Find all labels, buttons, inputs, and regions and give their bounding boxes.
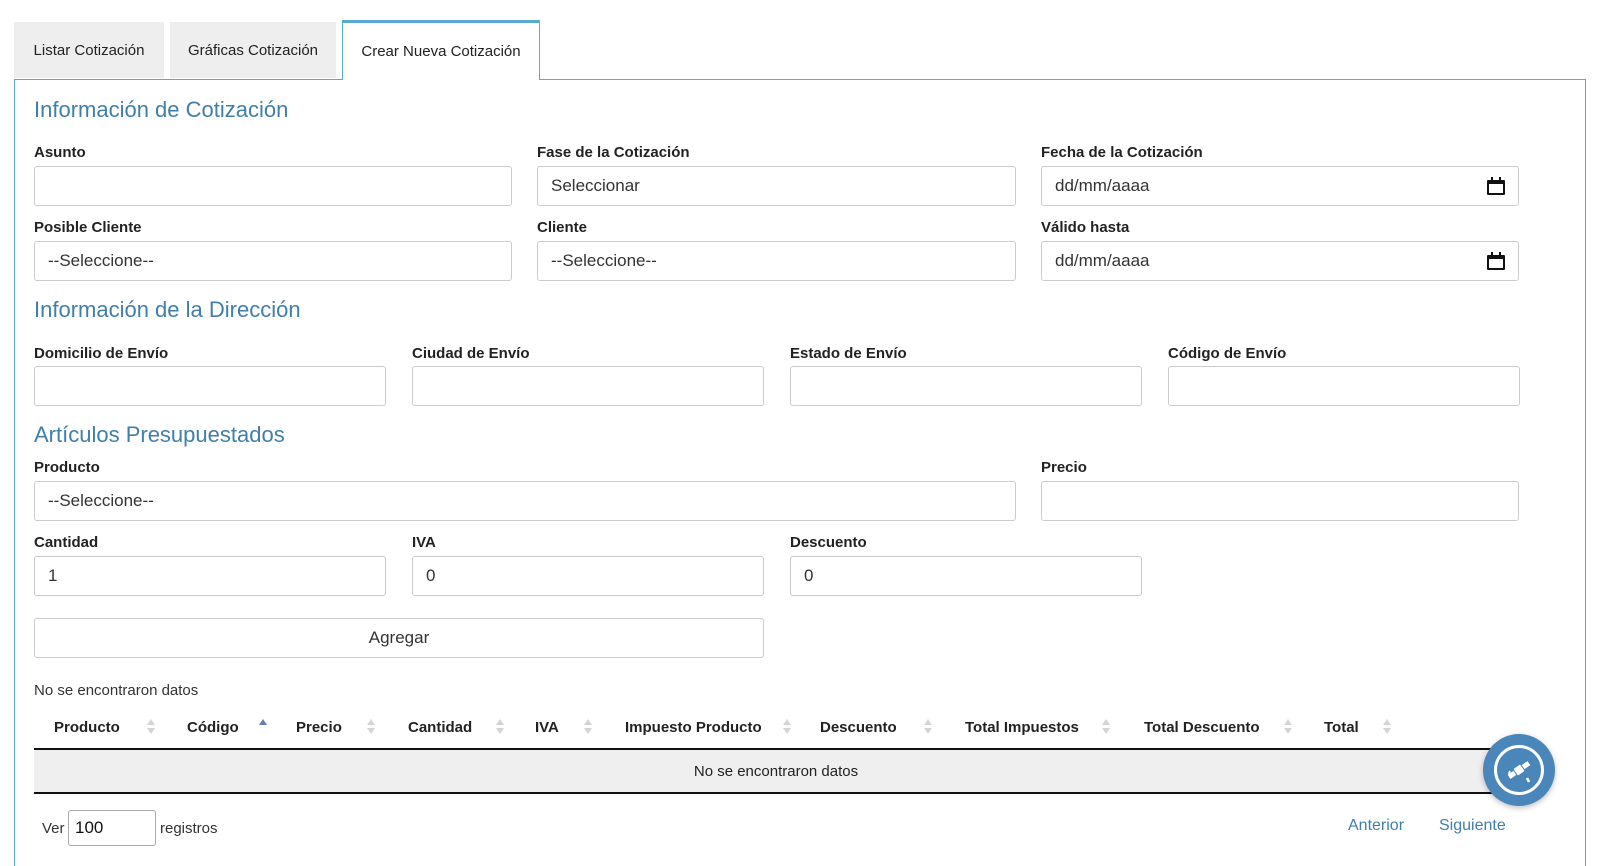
fecha-date-input[interactable]: dd/mm/aaaa [1041,166,1519,206]
column-header-precio[interactable]: Precio [296,718,342,736]
producto-label: Producto [34,459,100,476]
length-suffix: registros [160,820,218,837]
posible-cliente-label: Posible Cliente [34,219,142,236]
fase-select[interactable]: Seleccionar [537,166,1016,206]
page-length-input[interactable]: 100 [68,810,156,846]
estado-envio-label: Estado de Envío [790,345,907,362]
cantidad-label: Cantidad [34,534,99,551]
producto-select[interactable]: --Seleccione-- [34,481,1016,521]
precio-label: Precio [1041,459,1087,476]
ciudad-envio-label: Ciudad de Envío [412,345,530,362]
precio-input[interactable] [1041,481,1519,521]
asunto-label: Asunto [34,144,86,161]
column-header-total-impuestos[interactable]: Total Impuestos [965,718,1079,736]
column-header-iva[interactable]: IVA [535,718,559,736]
iva-label: IVA [412,534,436,551]
sort-icon[interactable] [1383,719,1391,737]
sort-ascending-icon[interactable] [259,719,267,737]
agregar-button[interactable]: Agregar [34,618,764,658]
sort-icon[interactable] [147,719,155,737]
fase-label: Fase de la Cotización [537,144,690,161]
valido-hasta-label: Válido hasta [1041,219,1130,236]
length-prefix: Ver [42,820,65,837]
codigo-envio-input[interactable] [1168,366,1520,406]
sort-icon[interactable] [924,719,932,737]
tab-graficas-cotizacion[interactable]: Gráficas Cotización [170,22,336,78]
column-header-codigo[interactable]: Código [187,718,239,736]
iva-input[interactable]: 0 [412,556,764,596]
sort-icon[interactable] [783,719,791,737]
table-info: No se encontraron datos [34,682,199,699]
table-empty-row: No se encontraron datos [34,750,1518,794]
posible-cliente-select[interactable]: --Seleccione-- [34,241,512,281]
tab-listar-cotizacion[interactable]: Listar Cotización [14,22,164,78]
valido-hasta-date-input[interactable]: dd/mm/aaaa [1041,241,1519,281]
column-header-cantidad[interactable]: Cantidad [408,718,473,736]
section-title-quote-info: Información de Cotización [34,97,289,122]
domicilio-envio-label: Domicilio de Envío [34,345,169,362]
sort-icon[interactable] [367,719,375,737]
pagination-next[interactable]: Siguiente [1439,817,1506,834]
column-header-descuento[interactable]: Descuento [820,718,897,736]
cliente-select[interactable]: --Seleccione-- [537,241,1016,281]
column-header-total-descuento[interactable]: Total Descuento [1144,718,1260,736]
sort-icon[interactable] [584,719,592,737]
calendar-icon[interactable] [1487,177,1505,195]
asunto-input[interactable] [34,166,512,206]
ciudad-envio-input[interactable] [412,366,764,406]
satellite-help-icon [1494,745,1544,795]
help-floating-button[interactable] [1483,734,1555,806]
cliente-label: Cliente [537,219,588,236]
pagination-previous[interactable]: Anterior [1348,817,1405,834]
descuento-input[interactable]: 0 [790,556,1142,596]
cantidad-input[interactable]: 1 [34,556,386,596]
table-header [34,706,1518,750]
codigo-envio-label: Código de Envío [1168,345,1287,362]
sort-icon[interactable] [496,719,504,737]
domicilio-envio-input[interactable] [34,366,386,406]
tab-crear-nueva-cotizacion[interactable]: Crear Nueva Cotización [342,20,540,80]
estado-envio-input[interactable] [790,366,1142,406]
section-title-items: Artículos Presupuestados [34,422,285,447]
section-title-address-info: Información de la Dirección [34,297,301,322]
sort-icon[interactable] [1102,719,1110,737]
calendar-icon[interactable] [1487,252,1505,270]
sort-icon[interactable] [1284,719,1292,737]
column-header-impuesto-producto[interactable]: Impuesto Producto [625,718,762,736]
descuento-label: Descuento [790,534,867,551]
fecha-label: Fecha de la Cotización [1041,144,1203,161]
column-header-total[interactable]: Total [1324,718,1359,736]
column-header-producto[interactable]: Producto [54,718,120,736]
